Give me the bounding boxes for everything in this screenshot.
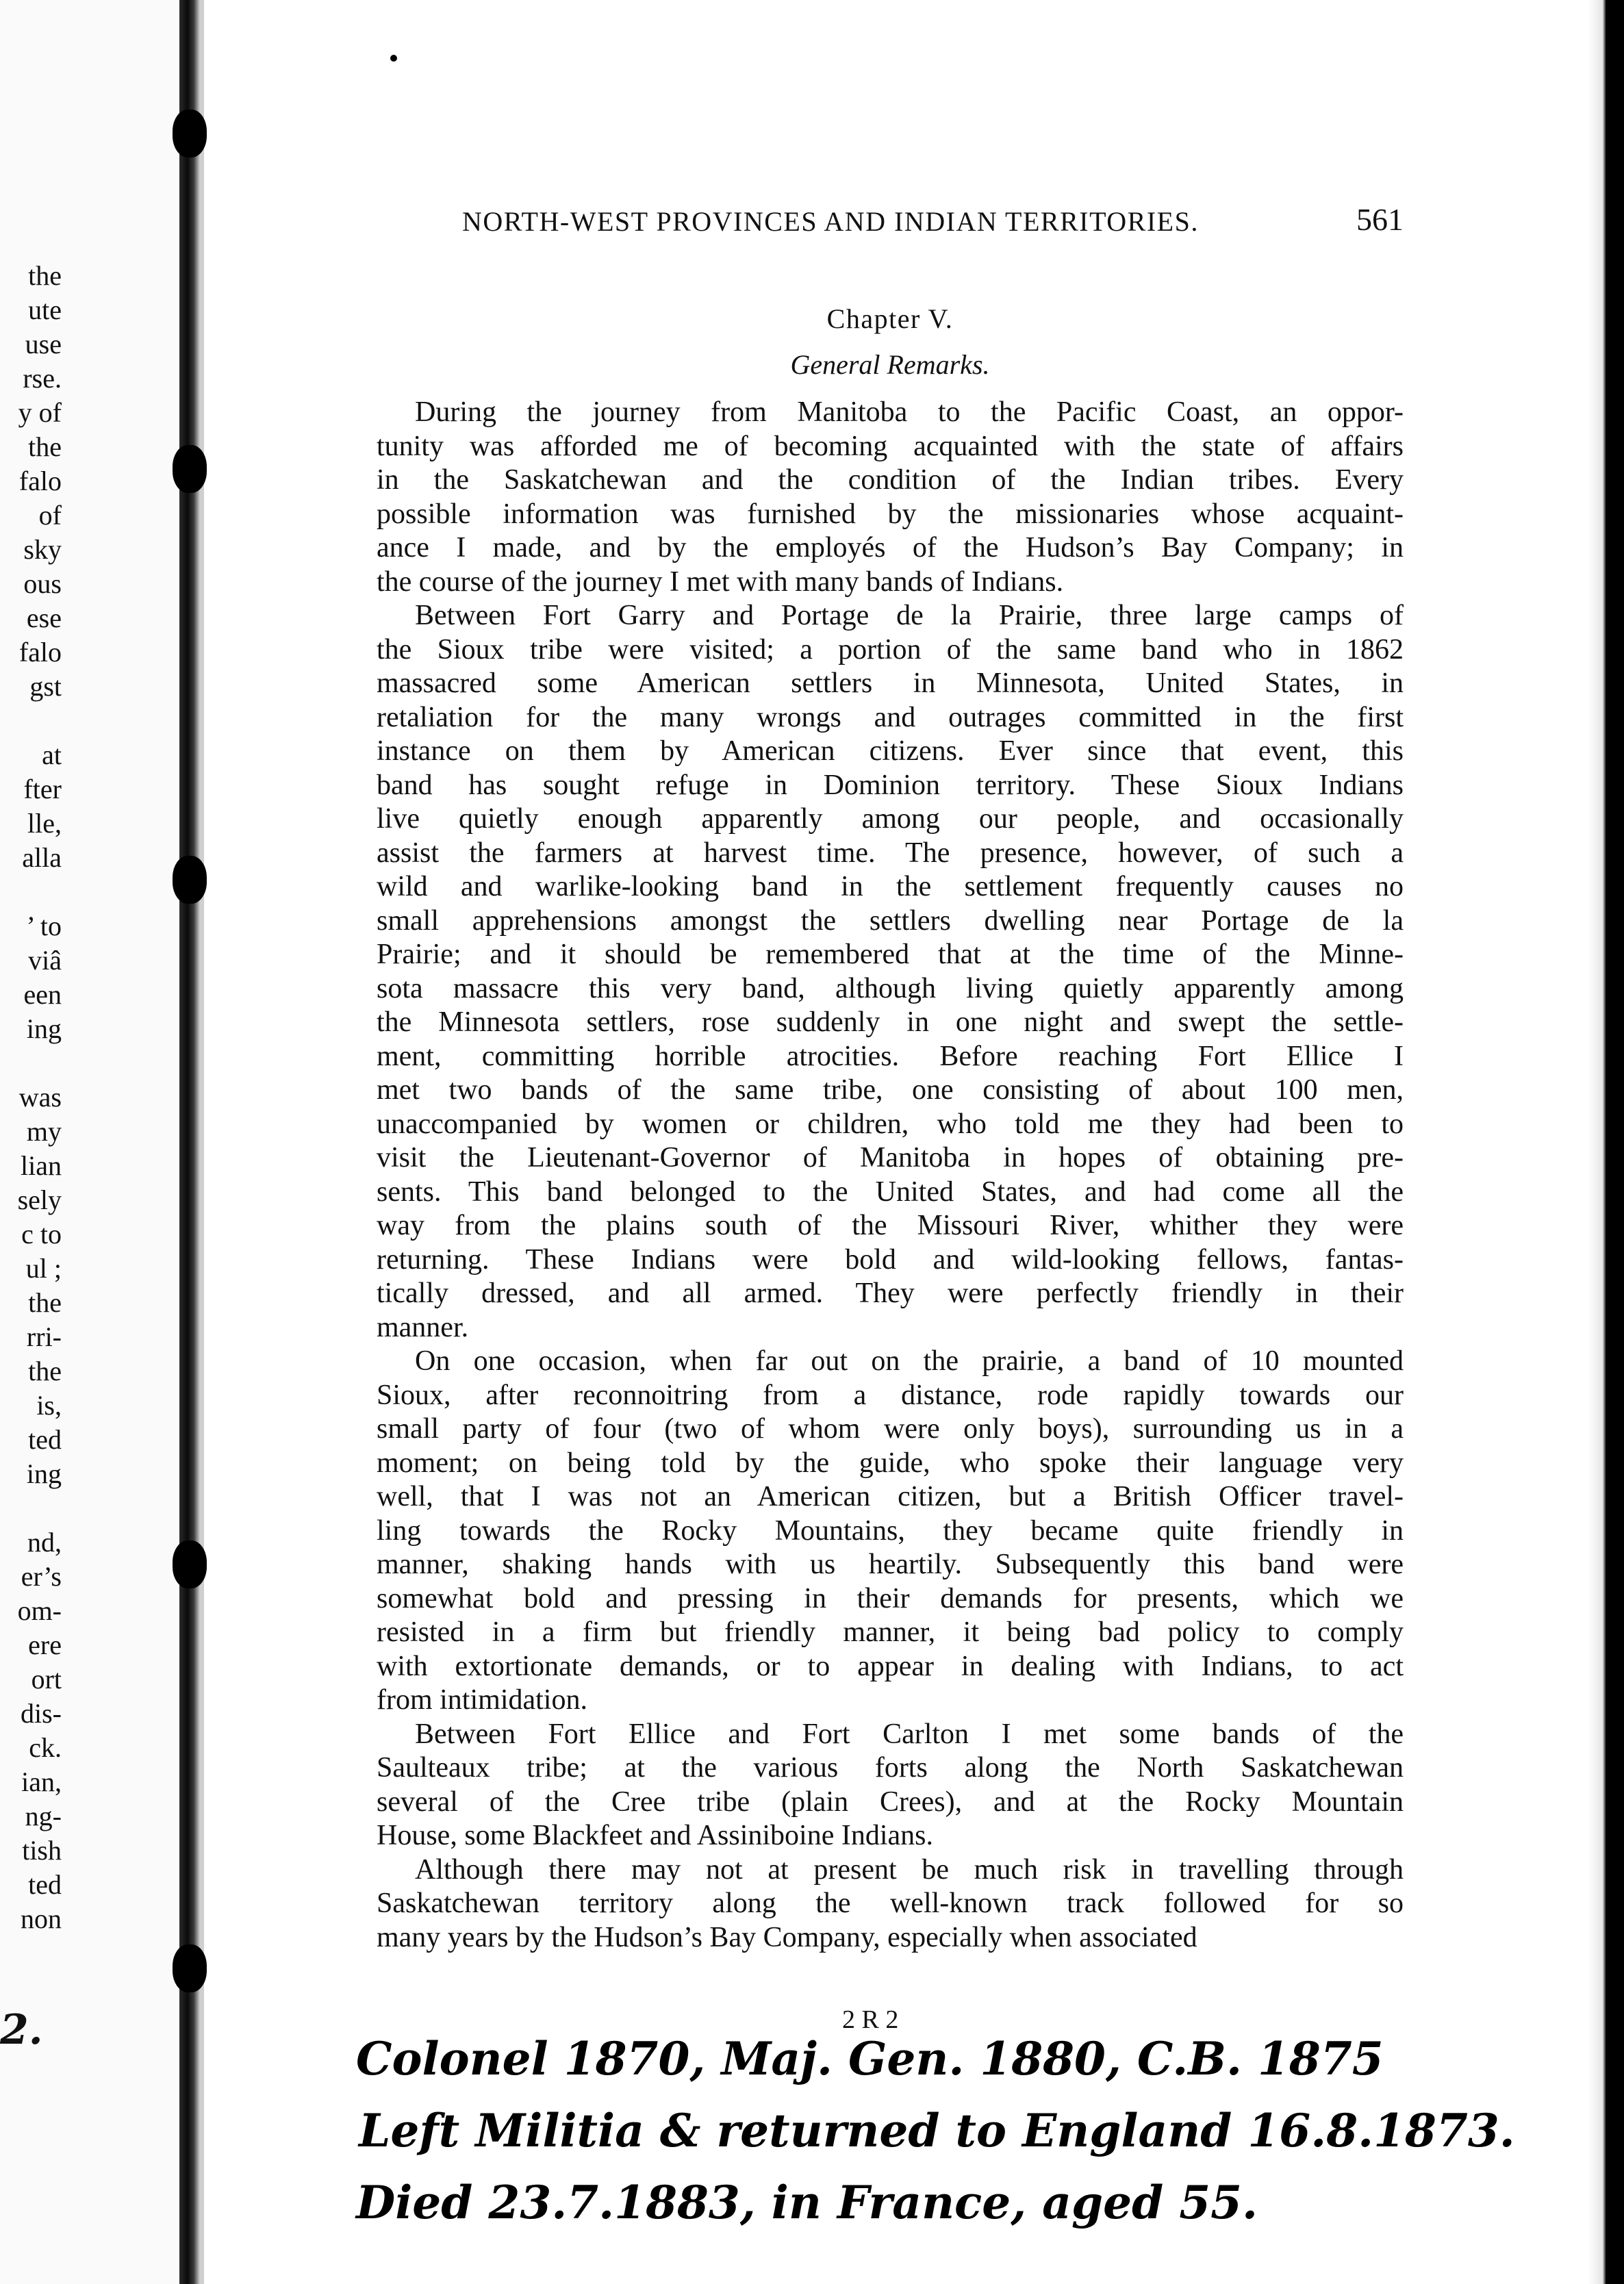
facing-page-line-fragment: is, [36,1390,62,1421]
text-line: Prairie; and it should be remembered that at the time of the Minne- [377,939,1404,970]
facing-page-line-fragment: ted [28,1424,62,1455]
facing-page-line-fragment: ese [26,602,62,633]
facing-page-line-fragment: c to [21,1219,62,1249]
facing-page-line-fragment: gst [29,671,62,702]
facing-page-line-fragment: non [21,1903,62,1934]
facing-page-line-fragment: ted [28,1869,62,1900]
text-line: sents. This band belonged to the United States, and had come all the [377,1176,1404,1208]
text-line: the course of the journey I met with many bands of Indians. [377,566,1064,598]
facing-page-line-fragment: er’s [21,1561,62,1592]
text-line: band has sought refuge in Dominion territory. These Sioux Indians [377,769,1404,801]
facing-page-line-fragment: the [28,1356,62,1386]
text-line: Sioux, after reconnoitring from a distance, rode rapidly towards our [377,1379,1404,1411]
paragraph [377,599,1404,1345]
facing-page-fragment [0,0,179,2284]
text-line: in the Saskatchewan and the condition of the Indian tribes. Every [377,464,1404,496]
text-line: ling towards the Rocky Mountains, they became quite friendly in [377,1514,1404,1547]
facing-page-line-fragment: falo [18,637,62,668]
text-line: the Minnesota settlers, rose suddenly in one night and swept the settle- [377,1006,1404,1038]
facing-page-mark: 2. [0,2006,43,2054]
chapter-subtitle: General Remarks. [790,349,990,380]
text-line: manner. [377,1311,469,1343]
text-line: wild and warlike-looking band in the settlement frequently causes no [377,871,1404,902]
page-right-edge [1588,0,1624,2284]
binding-stitch [173,1540,207,1588]
facing-page-line-fragment: lian [21,1150,62,1181]
facing-page-line-fragment [0,704,62,738]
facing-page-line-fragment: sely [17,1184,62,1215]
text-line: many years by the Hudson’s Bay Company, especially when associated [377,1921,1197,1953]
facing-page-line-fragment: of [38,500,62,531]
facing-page-line-fragment: een [23,979,62,1010]
running-head [377,202,1404,253]
binding-stitch [173,856,207,904]
binding-stitch [173,445,207,493]
facing-page-line-fragment: ing [26,1013,62,1044]
text-line: resisted in a firm but friendly manner, it being bad policy to comply [377,1616,1404,1648]
text-line: tunity was afforded me of becoming acquainted with the state of affairs [377,430,1404,462]
book-page [377,202,1404,1955]
facing-page-line-fragment: ere [28,1629,62,1660]
facing-page-line-fragment: dis- [21,1698,62,1729]
facing-page-line-fragment: at [42,739,62,770]
print-speck [390,55,397,62]
text-line: several of the Cree tribe (plain Crees), and at the Rocky Mountain [377,1786,1404,1818]
paragraph [377,1718,1404,1853]
text-line: the Sioux tribe were visited; a portion of the same band who in 1862 [377,633,1404,665]
text-line: moment; on being told by the guide, who spoke their language very [377,1447,1404,1479]
facing-page-line-fragment: the [28,431,62,462]
facing-page-line-fragment: ort [31,1664,62,1695]
text-line: possible information was furnished by the missionaries whose acquaint- [377,498,1404,530]
text-line: returning. These Indians were bold and wild-looking fellows, fantas- [377,1243,1404,1276]
binding-stitch [173,110,207,157]
facing-page-line-fragment: ing [26,1458,62,1489]
handwritten-line: Died 23.7.1883, in France, aged 55. [356,2176,1258,2229]
text-line: ment, committing horrible atrocities. Before reaching Fort Ellice I [377,1040,1404,1072]
handwritten-line: Left Militia & returned to England 16.8.1873. [359,2104,1515,2157]
text-line: Between Fort Garry and Portage de la Prairie, three large camps of [415,600,1404,631]
text-line: House, some Blackfeet and Assiniboine Indians. [377,1820,934,1851]
page-inner-edge [200,0,204,2284]
facing-page-line-fragment: ng- [25,1801,62,1831]
text-line: assist the farmers at harvest time. The presence, however, of such a [377,837,1404,869]
facing-page-line-fragment [0,875,62,909]
text-line: live quietly enough apparently among our people, and occasionally [377,803,1404,835]
binding-stitch [173,1944,207,1992]
text-line: from intimidation. [377,1684,587,1716]
facing-page-line-endings [0,259,62,1936]
text-line: retaliation for the many wrongs and outrages committed in the first [377,701,1404,733]
body-text [377,396,1404,1955]
facing-page-line-fragment: nd, [27,1527,62,1558]
facing-page-line-fragment: tish [22,1835,62,1866]
text-line: sota massacre this very band, although living quietly apparently among [377,972,1404,1004]
text-line: Saskatchewan territory along the well-known track followed for so [377,1888,1404,1919]
chapter-heading: Chapter V. [826,303,954,334]
text-line: During the journey from Manitoba to the Pacific Coast, an oppor- [415,396,1404,428]
signature-mark: 2 R 2 [842,2005,899,2034]
text-line: way from the plains south of the Missouri River, whither they were [377,1210,1404,1241]
facing-page-line-fragment: my [26,1116,62,1147]
facing-page-line-fragment: use [25,329,62,359]
text-line: massacred some American settlers in Minnesota, United States, in [377,668,1404,699]
facing-page-line-fragment [0,1046,62,1080]
facing-page-line-fragment: was [18,1082,62,1113]
text-line: ance I made, and by the employés of the Hudson’s Bay Company; in [377,532,1404,563]
facing-page-line-fragment: falo [18,466,62,496]
text-line: On one occasion, when far out on the prairie, a band of 10 mounted [415,1345,1404,1377]
book-binding-gutter [179,0,200,2284]
text-line: visit the Lieutenant-Governor of Manitoba in hopes of obtaining pre- [377,1142,1404,1173]
text-line: with extortionate demands, or to appear in dealing with Indians, to act [377,1650,1404,1682]
text-line: Saulteaux tribe; at the various forts along the North Saskatchewan [377,1752,1404,1784]
facing-page-line-fragment: alla [22,842,62,873]
text-line: well, that I was not an American citizen, but a British Officer travel- [377,1481,1404,1512]
facing-page-line-fragment: ’ to [26,911,62,941]
text-line: unaccompanied by women or children, who told me they had been to [377,1108,1404,1140]
paragraph [377,1853,1404,1955]
text-line: tically dressed, and all armed. They were perfectly friendly in their [377,1278,1404,1309]
facing-page-line-fragment: om- [17,1595,62,1626]
paragraph [377,396,1404,599]
facing-page-line-fragment: viâ [28,945,62,976]
text-line: somewhat bold and pressing in their demands for presents, which we [377,1582,1404,1614]
facing-page-line-fragment: the [28,260,62,291]
text-line: small party of four (two of whom were only boys), surrounding us in a [377,1413,1404,1445]
facing-page-line-fragment: ck. [29,1732,62,1763]
handwritten-line: Colonel 1870, Maj. Gen. 1880, C.B. 1875 [356,2032,1384,2085]
facing-page-line-fragment: y of [18,397,62,428]
facing-page-line-fragment: sky [23,534,62,565]
text-line: manner, shaking hands with us heartily. Subsequently this band were [377,1549,1404,1580]
facing-page-line-fragment: the [28,1287,62,1318]
text-line: Between Fort Ellice and Fort Carlton I met some bands of the [415,1718,1404,1750]
text-line: small apprehensions amongst the settlers dwelling near Portage de la [377,904,1404,937]
facing-page-line-fragment: ute [28,294,62,325]
facing-page-line-fragment: fter [23,774,62,804]
page-number: 561 [1356,202,1404,237]
paragraph [377,1345,1404,1718]
facing-page-line-fragment: ous [23,568,62,599]
facing-page-line-fragment: ul ; [25,1253,62,1284]
facing-page-line-fragment: ian, [21,1766,62,1797]
facing-page-line-fragment: rri- [26,1321,62,1352]
facing-page-line-fragment: rse. [23,363,62,394]
facing-page-line-fragment [0,1491,62,1525]
running-head-title: NORTH-WEST PROVINCES AND INDIAN TERRITORIES. [462,206,1199,237]
facing-page-line-fragment: lle, [27,808,62,839]
text-line: met two bands of the same tribe, one consisting of about 100 men, [377,1074,1404,1106]
text-line: instance on them by American citizens. Ever since that event, this [377,735,1404,767]
text-line: Although there may not at present be much risk in travelling through [415,1853,1404,1886]
handwritten-annotation [356,2023,1520,2239]
